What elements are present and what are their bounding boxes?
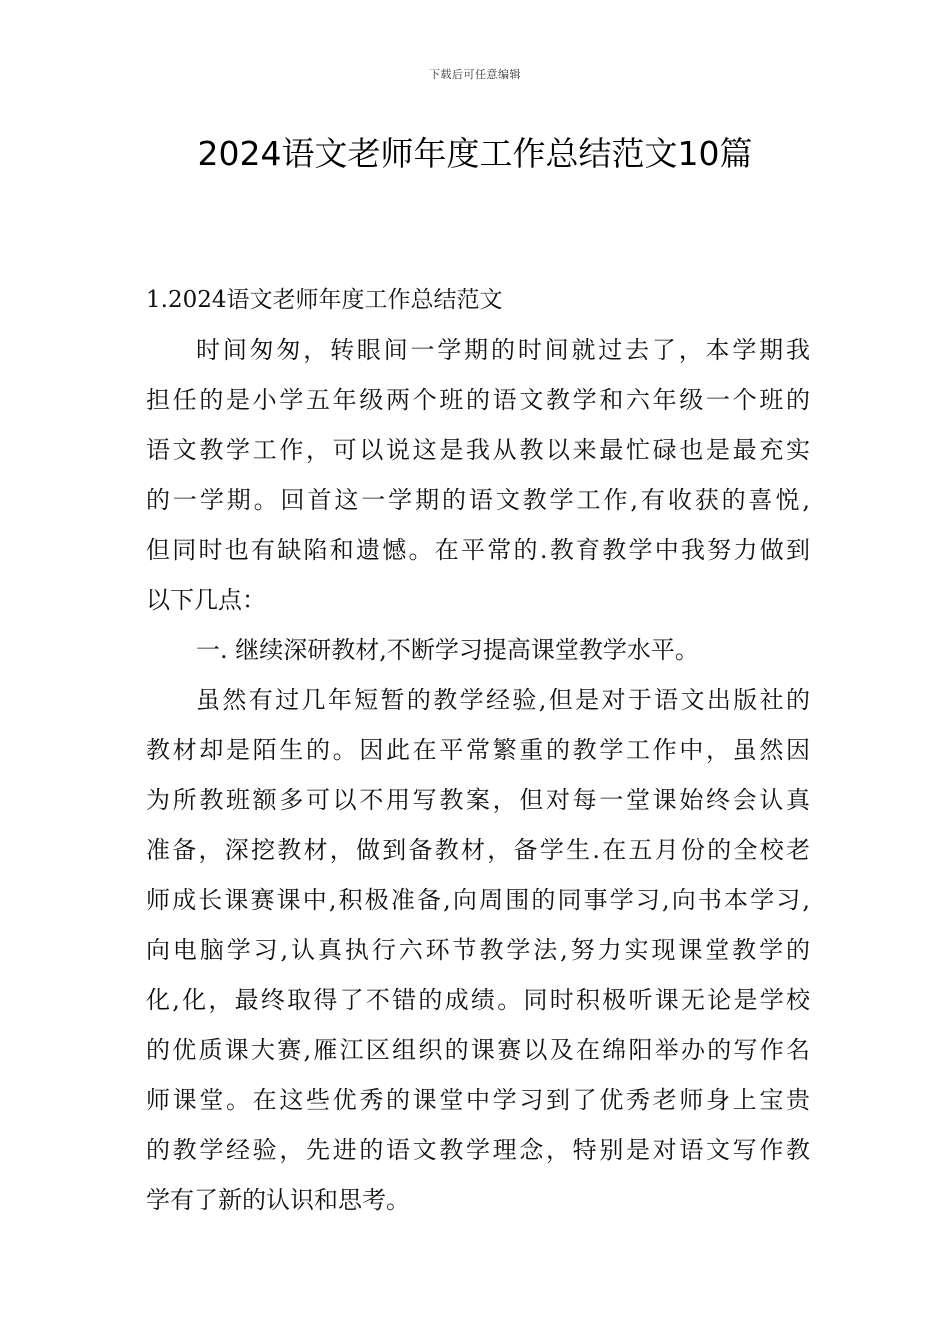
paragraph-line: 的优质课大赛,雁江区组织的课赛以及在绵阳举办的写作名 [146, 1036, 810, 1064]
paragraph-line: 虽然有过几年短暂的教学经验,但是对于语文出版社的 [196, 686, 810, 714]
paragraph-line: 以下几点： [146, 586, 266, 614]
paragraph-line: 化,化，最终取得了不错的成绩。同时积极听课无论是学校 [146, 986, 810, 1014]
page-header-note: 下载后可任意编辑 [429, 68, 521, 81]
paragraph-line: 的一学期。回首这一学期的语文教学工作,有收获的喜悦, [146, 486, 810, 514]
paragraph-line: 师课堂。在这些优秀的课堂中学习到了优秀老师身上宝贵 [146, 1086, 810, 1114]
paragraph-line: 时间匆匆，转眼间一学期的时间就过去了，本学期我 [196, 336, 810, 364]
paragraph-intro [146, 330, 810, 630]
paragraph-line: 教材却是陌生的。因此在平常繁重的教学工作中，虽然因 [146, 736, 810, 764]
paragraph-body [146, 680, 810, 1230]
subsection-heading: 一. 继续深研教材,不断学习提高课堂教学水平。 [196, 636, 699, 664]
document-body [146, 280, 810, 1230]
paragraph-line: 为所教班额多可以不用写教案，但对每一堂课始终会认真 [146, 786, 810, 814]
paragraph-line: 师成长课赛课中,积极准备,向周围的同事学习,向书本学习, [146, 886, 810, 914]
paragraph-line: 语文教学工作，可以说这是我从教以来最忙碌也是最充实 [146, 436, 810, 464]
paragraph-subheading [146, 630, 810, 680]
paragraph-line: 但同时也有缺陷和遗憾。在平常的.教育教学中我努力做到 [146, 536, 810, 564]
section-heading: 1.2024语文老师年度工作总结范文 [146, 287, 503, 313]
paragraph-line: 向电脑学习,认真执行六环节教学法,努力实现课堂教学的 [146, 936, 810, 964]
document-title: 2024语文老师年度工作总结范文10篇 [197, 134, 753, 173]
paragraph-line: 准备，深挖教材，做到备教材，备学生.在五月份的全校老 [146, 836, 810, 864]
paragraph-line: 担任的是小学五年级两个班的语文教学和六年级一个班的 [146, 386, 810, 414]
paragraph-line: 学有了新的认识和思考。 [146, 1186, 410, 1214]
paragraph-line: 的教学经验，先进的语文教学理念，特别是对语文写作教 [146, 1136, 810, 1164]
